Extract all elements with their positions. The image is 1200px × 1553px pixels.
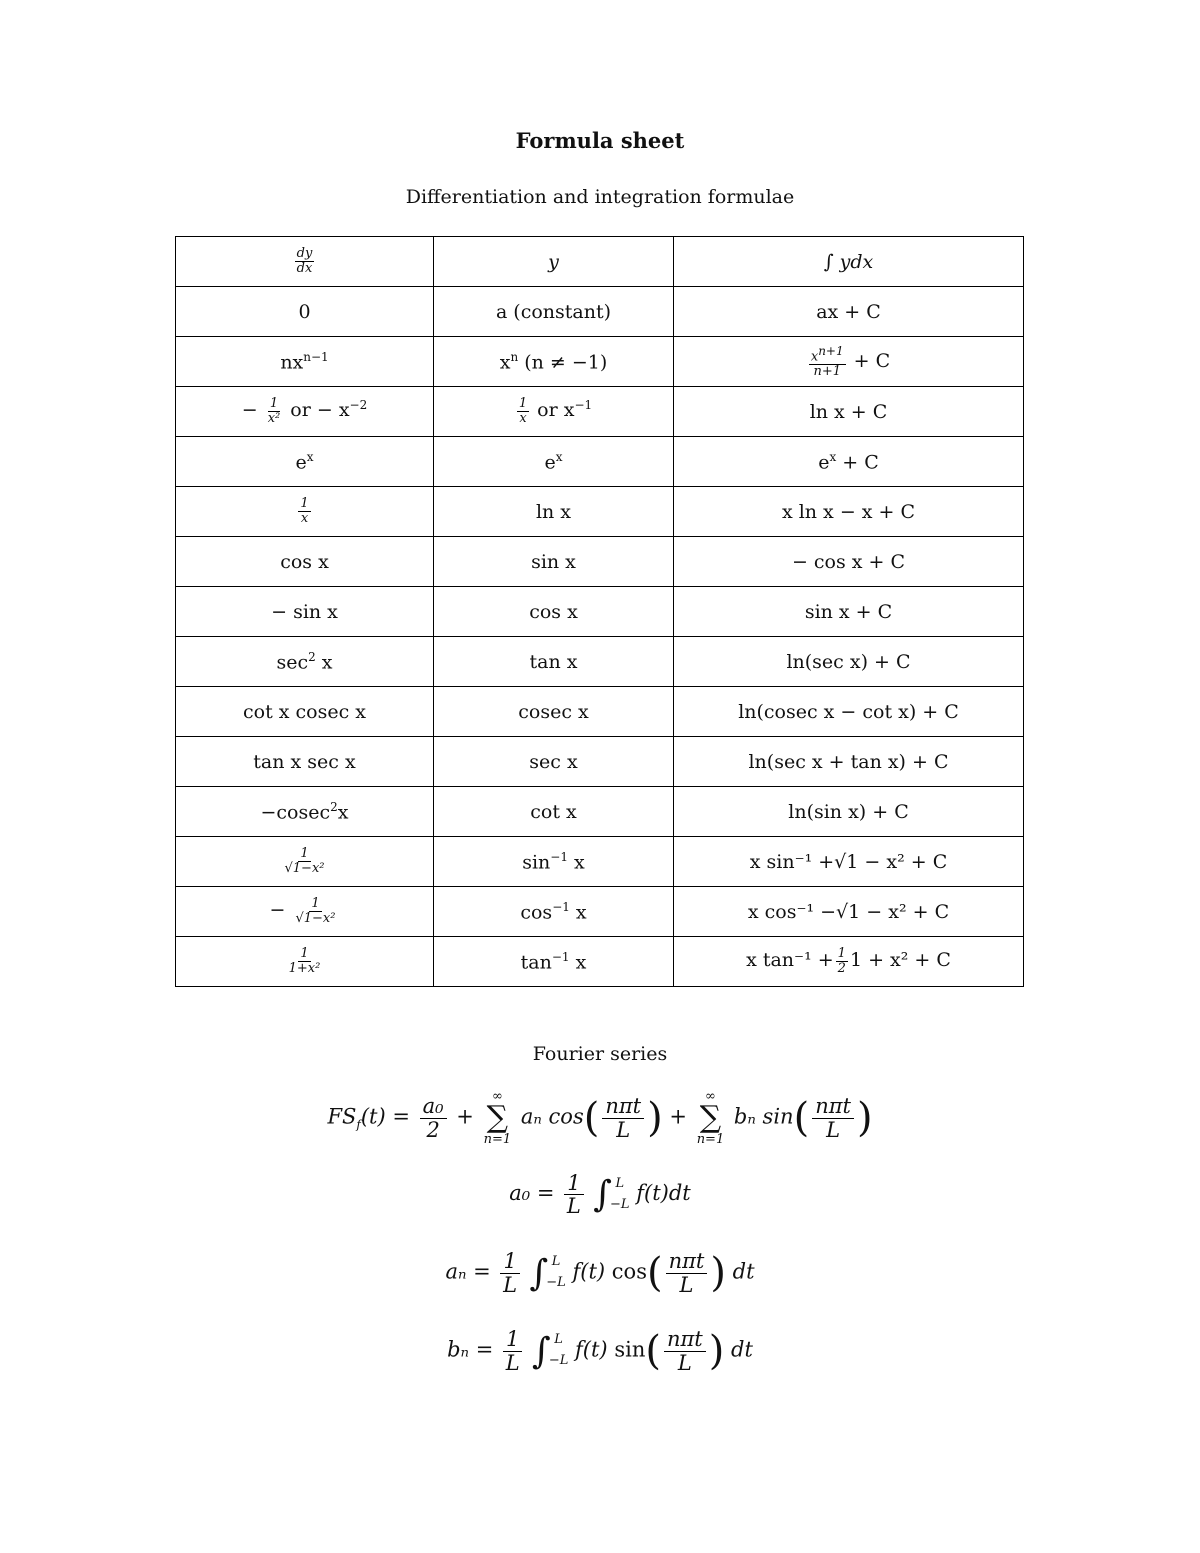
fourier-heading: Fourier series xyxy=(532,1043,668,1065)
function-cell: $\tan^{-1} x$ xyxy=(434,937,674,987)
function-cell: $\sin^{-1} x$ xyxy=(434,837,674,887)
table-row xyxy=(176,587,1024,637)
integral-cell: $\frac{x^{n+1}}{n+1}$ + C xyxy=(674,337,1024,387)
an-equation: aₙ = $\frac{1}{L}$ ∫ L −L f(t) cos( nπt L ) dt xyxy=(445,1249,755,1297)
table-row xyxy=(176,787,1024,837)
function-cell: sec x xyxy=(434,737,674,787)
function-cell: tan x xyxy=(434,637,674,687)
integral-cell: ln(sec x) + C xyxy=(674,637,1024,687)
integral-symbol: ∫ L −L xyxy=(529,1252,566,1294)
function-cell: sin x xyxy=(434,537,674,587)
table-row xyxy=(176,887,1024,937)
function-cell: $\frac{1}{x}$ or $x^{-1}$ xyxy=(434,387,674,437)
table-row xyxy=(176,637,1024,687)
an-cos-term: aₙ cos xyxy=(520,1104,584,1129)
integral-symbol: ∫ L −L xyxy=(593,1174,630,1216)
sum-symbol: ∞ ∑ n=1 xyxy=(696,1089,725,1147)
derivative-cell: $e^x$ xyxy=(176,437,434,487)
page-title: Formula sheet xyxy=(515,128,685,153)
header-function: y xyxy=(434,237,674,287)
integral-cell: − cos x + C xyxy=(674,537,1024,587)
npt-over-L: nπt L xyxy=(812,1095,854,1140)
derivative-cell: − $\frac{1}{\text{√1−x²}}$ xyxy=(176,887,434,937)
a0-equation: a₀ = $\frac{1}{L}$ ∫ L −L f(t)dt xyxy=(509,1171,691,1219)
table-row xyxy=(176,687,1024,737)
bn-sin-term: bₙ sin xyxy=(733,1104,794,1129)
table-row xyxy=(176,937,1024,987)
integral-cell: ln(sec x + tan x) + C xyxy=(674,737,1024,787)
function-cell: $x^n$ (n ≠ −1) xyxy=(434,337,674,387)
integral-symbol: ∫ L −L xyxy=(532,1330,569,1372)
derivative-cell: − $\frac{1}{\text{x²}}$ or − $x^{-2}$ xyxy=(176,387,434,437)
derivative-cell: −cosec$^2$x xyxy=(176,787,434,837)
fs-subscript: f xyxy=(356,1117,361,1132)
fs-symbol: FS xyxy=(327,1104,357,1129)
header-derivative: $\frac{dy}{dx}$ xyxy=(176,237,434,287)
table-row xyxy=(176,337,1024,387)
derivative-cell: 0 xyxy=(176,287,434,337)
function-cell: cot x xyxy=(434,787,674,837)
table-row xyxy=(176,437,1024,487)
formula-table xyxy=(175,236,1024,987)
table-row xyxy=(176,387,1024,437)
derivative-cell: $\sec^2 x$ xyxy=(176,637,434,687)
fs-argument: (t) = xyxy=(360,1104,410,1129)
integral-cell: x ln x − x + C xyxy=(674,487,1024,537)
function-cell: $e^x$ xyxy=(434,437,674,487)
function-cell: cosec x xyxy=(434,687,674,737)
bn-equation: bₙ = $\frac{1}{L}$ ∫ L −L f(t) sin( nπt L ) dt xyxy=(447,1327,753,1375)
table-subtitle: Differentiation and integration formulae xyxy=(405,186,795,208)
integral-cell: x sin⁻¹ +√1 − x² + C xyxy=(674,837,1024,887)
fourier-series-equation: $FS_f(t)$ = $\frac{\text{a₀}}{2}$ + ∞ ∑ n=1 aₙ cos( nπt L ) + ∞ ∑ n=1 bₙ sin( nπt L ) xyxy=(327,1089,873,1147)
derivative-cell: $\frac{1}{\text{√1−x²}}$ xyxy=(176,837,434,887)
function-cell: $\cos^{-1} x$ xyxy=(434,887,674,937)
derivative-cell: $\frac{1}{\text{1+x²}}$ xyxy=(176,937,434,987)
derivative-cell: $nx^{n-1}$ xyxy=(176,337,434,387)
integral-cell: ln(sin x) + C xyxy=(674,787,1024,837)
a0-over-2: $\frac{\text{a₀}}{2}$ xyxy=(420,1095,447,1140)
header-integral: ∫ ydx xyxy=(674,237,1024,287)
table-row xyxy=(176,737,1024,787)
integral-cell: sin x + C xyxy=(674,587,1024,637)
sum-symbol: ∞ ∑ n=1 xyxy=(483,1089,512,1147)
table-row xyxy=(176,837,1024,887)
integral-cell: x cos⁻¹ −√1 − x² + C xyxy=(674,887,1024,937)
table-header-row xyxy=(176,237,1024,287)
table-row xyxy=(176,487,1024,537)
derivative-cell: $\frac{1}{x}$ xyxy=(176,487,434,537)
integral-cell: $e^x + C$ xyxy=(674,437,1024,487)
table-row xyxy=(176,537,1024,587)
derivative-cell: − sin x xyxy=(176,587,434,637)
npt-over-L: nπt L xyxy=(602,1095,644,1140)
integral-cell: ax + C xyxy=(674,287,1024,337)
integral-cell: ln x + C xyxy=(674,387,1024,437)
integral-cell: x tan⁻¹ + $\frac{1}{2}$ 1 + x² + C xyxy=(674,937,1024,987)
function-cell: a (constant) xyxy=(434,287,674,337)
derivative-cell: cos x xyxy=(176,537,434,587)
integral-cell: ln(cosec x − cot x) + C xyxy=(674,687,1024,737)
function-cell: ln x xyxy=(434,487,674,537)
function-cell: cos x xyxy=(434,587,674,637)
derivative-cell: cot x cosec x xyxy=(176,687,434,737)
table-row xyxy=(176,287,1024,337)
derivative-cell: tan x sec x xyxy=(176,737,434,787)
